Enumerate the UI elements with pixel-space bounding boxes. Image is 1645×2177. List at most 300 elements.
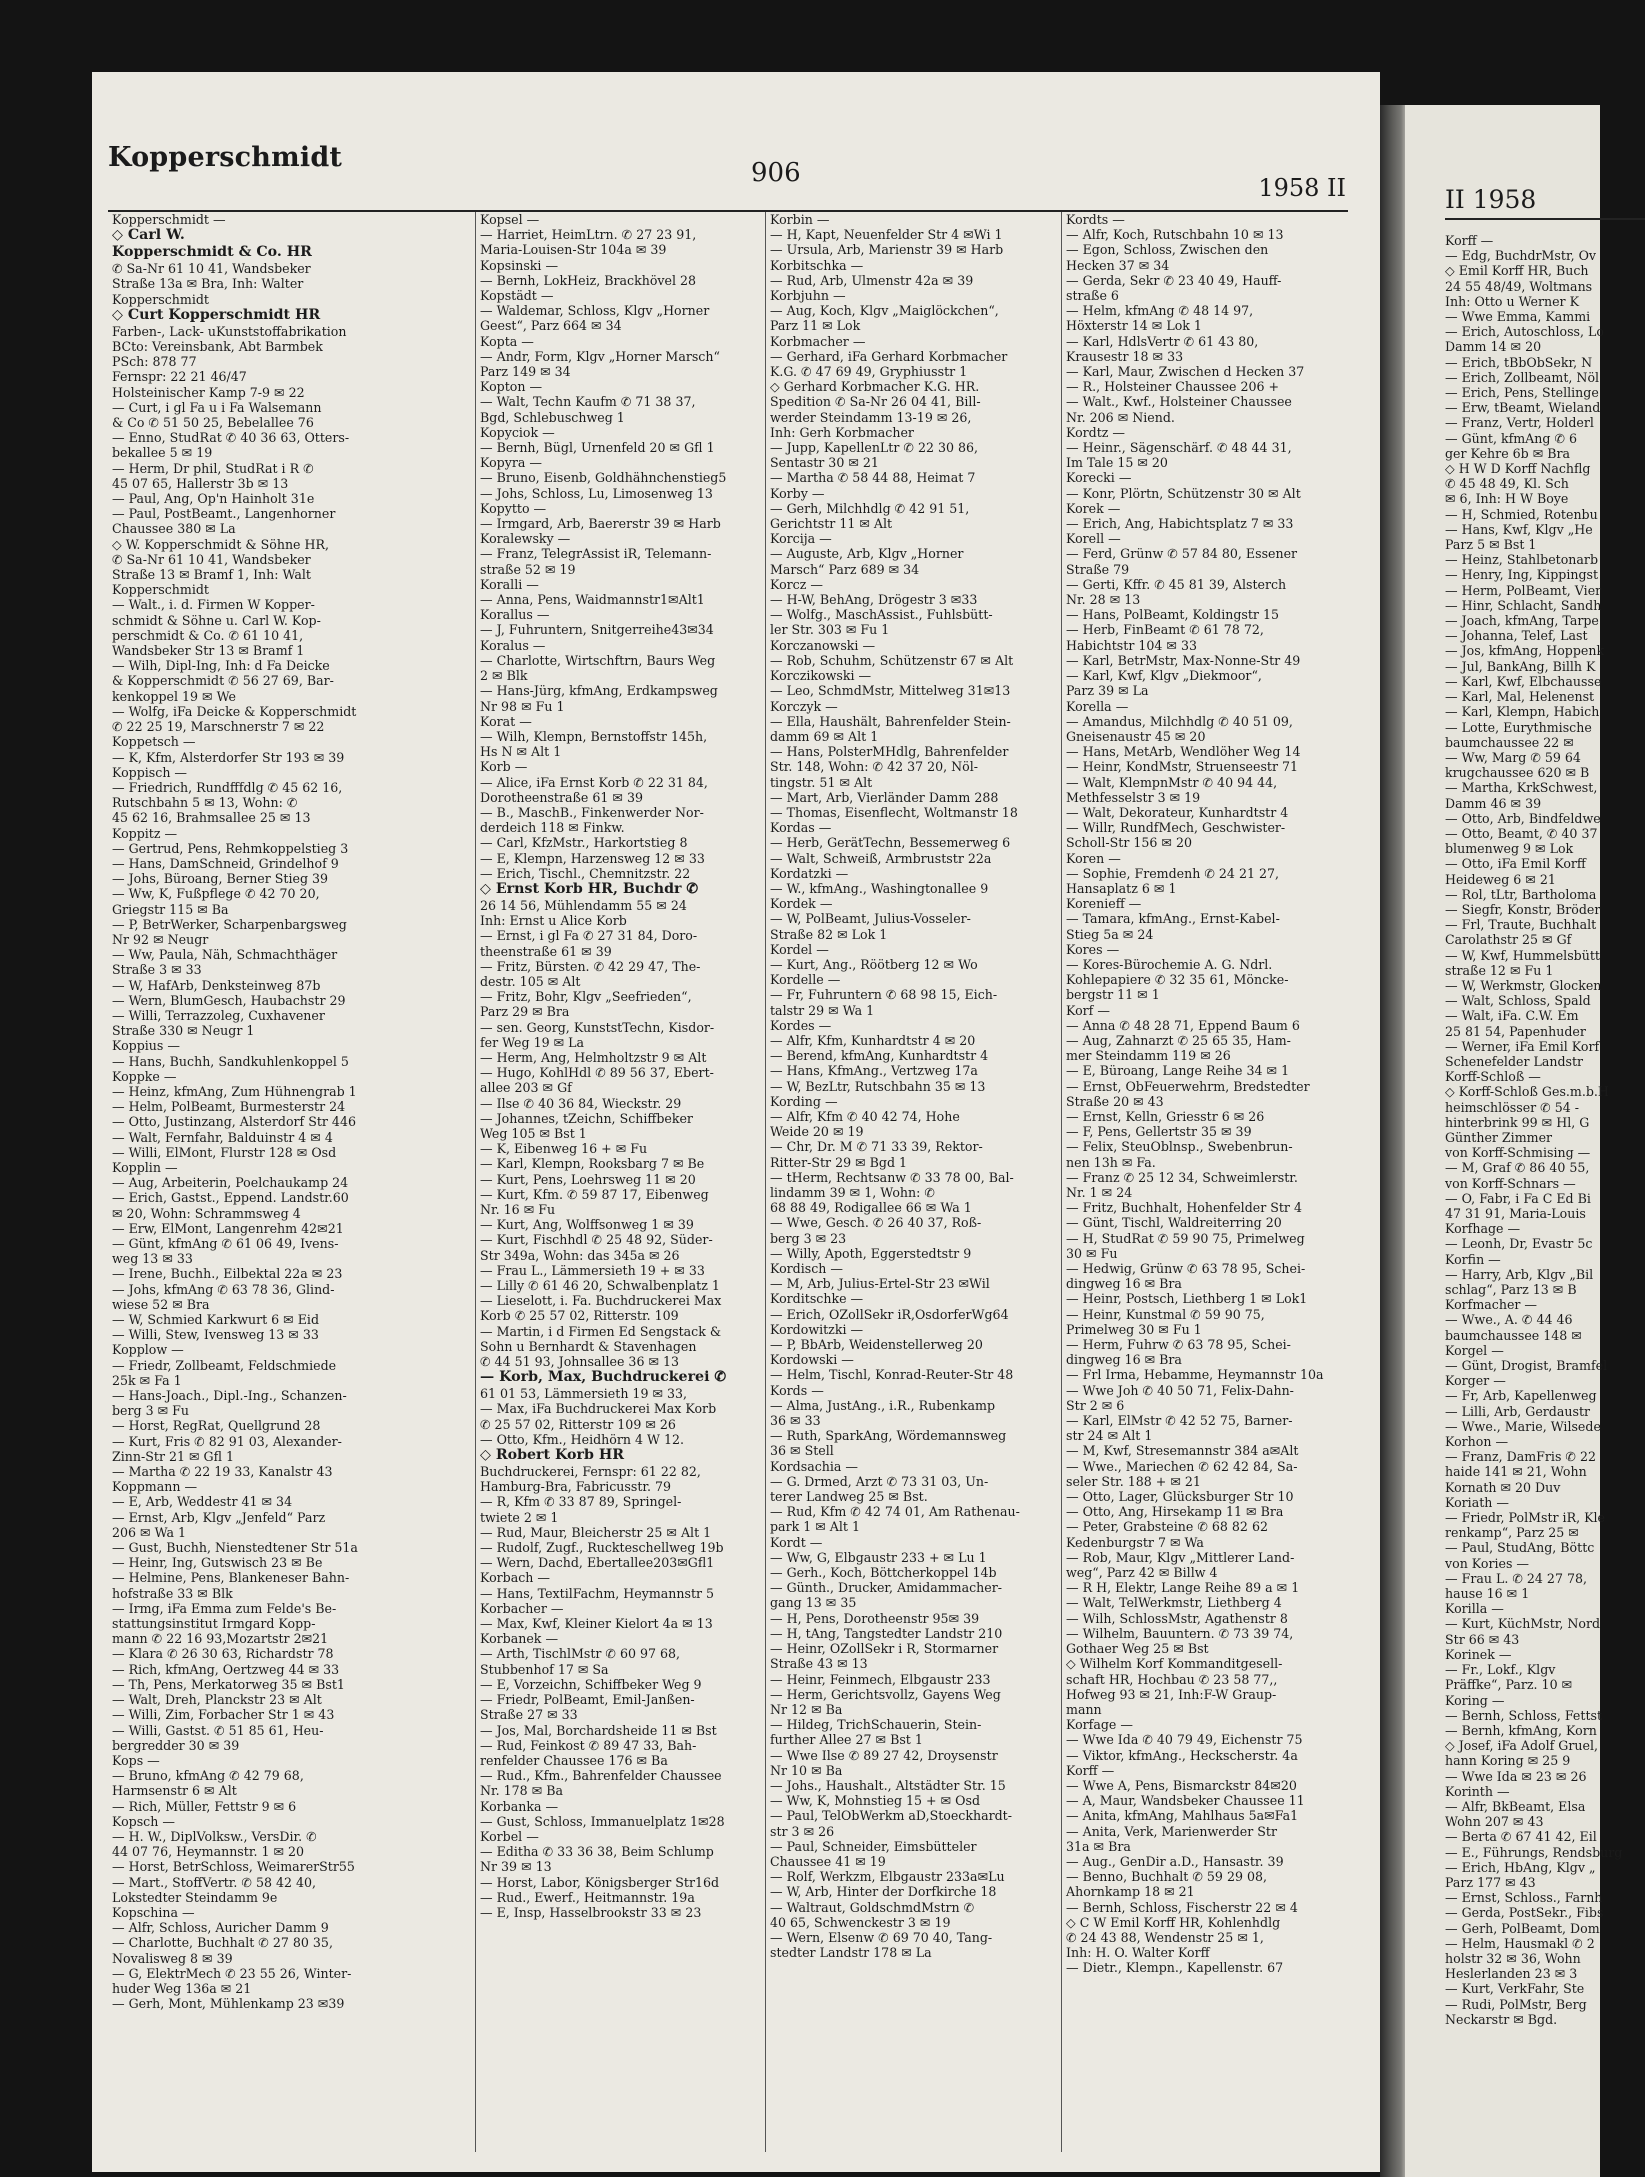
facing-page-line: — Ww, Marg ✆ 59 64 [1445,749,1581,765]
directory-entry-line: — Rich, kfmAng, Oertzweg 44 ✉ 33 [112,1661,340,1677]
directory-entry-line: — Günt, kfmAng ✆ 61 06 49, Ivens- [112,1236,339,1251]
facing-page-line: straße 12 ✉ Fu 1 [1445,962,1554,978]
directory-entry-line: — Gerti, Kffr. ✆ 45 81 39, Alsterch [1066,576,1287,592]
directory-entry-line: — Bernh, Schloss, Fischerstr 22 ✉ 4 [1066,1899,1298,1915]
facing-page-line: baumchaussee 22 ✉ [1445,734,1574,750]
directory-entry-line: Koppmann — [112,1479,198,1495]
facing-page-line: Damm 14 ✉ 20 [1445,339,1542,355]
directory-entry-line: K.G. ✆ 47 69 49, Gryphiusstr 1 [770,364,968,380]
directory-entry-line: — Dietr., Klempn., Kapellenstr. 67 [1066,1960,1284,1976]
directory-entry-line: Scholl-Str 156 ✉ 20 [1066,835,1193,851]
directory-entry-line: Holsteinischer Kamp 7-9 ✉ 22 [112,384,305,400]
directory-entry-line: — Irene, Buchh., Eilbektal 22a ✉ 23 [112,1266,343,1282]
directory-entry-line: Koralus — [480,637,546,653]
facing-page-line: — Ernst, Schloss., Farnh [1445,1890,1603,1906]
directory-entry-line: — Günt, Tischl, Waldreiterring 20 [1066,1215,1282,1231]
directory-entry-line: Novalisweg 8 ✉ 39 [112,1950,233,1966]
running-head: Kopperschmidt [108,142,343,173]
directory-entry-line: — Heinr, OZollSekr i R, Stormarner [770,1641,999,1657]
directory-entry-line: Korbjuhn — [770,288,846,304]
facing-page-line: — Otto, Arb, Bindfeldwe [1445,810,1601,826]
directory-entry-line: — Rolf, Werkzm, Elbgaustr 233a✉Lu [770,1869,1005,1885]
directory-entry-line: — Heinr, Postsch, Liethberg 1 ✉ Lok1 [1066,1291,1308,1307]
directory-entry-line: — P, BetrWerker, Scharpenbargsweg [112,916,347,932]
directory-entry-line: — Johs, Büroang, Berner Stieg 39 [112,871,329,887]
directory-entry-line: — Hedwig, Grünw ✆ 63 78 95, Schei- [1066,1261,1306,1277]
directory-entry-line: — Walt, Fernfahr, Balduinstr 4 ✉ 4 [112,1129,333,1145]
directory-entry-line: Korff — [1066,1762,1115,1778]
directory-entry-line: ◇ C W Emil Korff HR, Kohlenhdlg [1066,1914,1281,1930]
directory-entry-line: — Harriet, HeimLtrn. ✆ 27 23 91, [480,227,697,243]
directory-entry-line: BCto: Vereinsbank, Abt Barmbek [112,339,323,355]
directory-entry-line: Stieg 5a ✉ 24 [1066,926,1154,942]
directory-entry-line: Gneisenaustr 45 ✉ 20 [1066,728,1206,744]
directory-entry-line: — P, BbArb, Weidenstellerweg 20 [770,1337,983,1353]
directory-entry-line: — Hans, KfmAng., Vertzweg 17a [770,1063,978,1079]
directory-entry-line: — Hugo, KohlHdl ✆ 89 56 37, Ebert- [480,1065,714,1081]
directory-entry-line: — Anna ✆ 48 28 71, Eppend Baum 6 [1066,1017,1300,1033]
directory-entry-line: — Arth, TischlMstr ✆ 60 97 68, [480,1646,681,1662]
directory-entry-line: Kordtz — [1066,424,1126,440]
directory-entry-line: Korf — [1066,1002,1110,1018]
directory-entry-line: — H, Pens, Dorotheenstr 95✉ 39 [770,1610,980,1626]
directory-entry-line: — R H, Elektr, Lange Reihe 89 a ✉ 1 [1066,1580,1300,1596]
directory-entry-line: — Wwe Ida ✆ 40 79 49, Eichenstr 75 [1066,1732,1303,1748]
directory-entry-line: Korb — [480,759,528,775]
directory-entry-line: — Walt, Dreh, Planckstr 23 ✉ Alt [112,1692,322,1708]
directory-entry-line: — sen. Georg, KunststTechn, Kisdor- [480,1019,715,1035]
directory-entry-line: Korella — [1066,698,1129,714]
directory-entry-line: — K, Kfm, Alsterdorfer Str 193 ✉ 39 [112,749,345,765]
facing-page-line: — Rol, tLtr, Bartholoma [1445,886,1597,902]
directory-entry-line: — Heinr, Ing, Gutswisch 23 ✉ Be [112,1555,323,1571]
directory-entry-line: — Gerhard, iFa Gerhard Korbmacher [770,348,1008,364]
facing-page-column [1445,233,1623,2027]
facing-page-line: — Erich, Autoschloss, Lo [1445,324,1604,340]
directory-entry-line: weg 13 ✉ 33 [112,1251,193,1267]
facing-page-line: von Kories — [1445,1555,1530,1571]
directory-entry-line: — Curt, i gl Fa u i Fa Walsemann [112,399,322,415]
directory-entry-line: — Kurt, Kfm. ✆ 59 87 17, Eibenweg [480,1186,709,1202]
directory-entry-line: Kopplow — [112,1342,184,1358]
facing-page-line: — O, Fabr, i Fa C Ed Bi [1445,1190,1591,1206]
directory-entry-line: — Erich, Gastst., Eppend. Landstr.60 [112,1190,349,1206]
directory-entry-line: straße 6 [1066,288,1119,304]
directory-entry-line: Im Tale 15 ✉ 20 [1066,455,1168,471]
directory-entry-line: — Wwe., Mariechen ✆ 62 42 84, Sa- [1066,1458,1298,1474]
directory-entry-line: — Gust, Schloss, Immanuelplatz 1✉28 [480,1813,725,1829]
facing-page-line: baumchaussee 148 ✉ [1445,1327,1582,1343]
directory-entry-line: Farben-, Lack- uKunststoffabrikation [112,323,347,339]
facing-page-line: — Jos, kfmAng, Hoppenk [1445,643,1605,659]
facing-page-line: — Franz, DamFris ✆ 22 [1445,1449,1596,1465]
directory-entry-line: berg 3 ✉ 23 [770,1230,847,1246]
directory-entry-line: — W, Schmied Karkwurt 6 ✉ Eid [112,1312,320,1328]
directory-entry-line: — Willr, RundfMech, Geschwister- [1066,820,1286,836]
directory-entry-line: Hs N ✉ Alt 1 [480,744,562,760]
facing-page-line: Korfmacher — [1445,1297,1538,1313]
directory-entry-line: renfelder Chaussee 176 ✉ Ba [480,1752,668,1768]
directory-entry-line: weg“, Parz 42 ✉ Billw 4 [1066,1565,1218,1581]
directory-entry-line: Korbin — [770,212,830,227]
directory-entry-line: ✆ 25 57 02, Ritterstr 109 ✉ 26 [480,1416,676,1432]
facing-page-line: — Günt, kfmAng ✆ 6 [1445,430,1578,446]
facing-page-line: — Erw, tBeamt, Wieland [1445,400,1601,416]
directory-entry-line: 36 ✉ 33 [770,1413,821,1429]
facing-page-line: ◇ Emil Korff HR, Buch [1445,263,1589,279]
facing-page-line: — Fr, Arb, Kapellenweg [1445,1388,1597,1404]
directory-entry-line: Koppius — [112,1038,180,1054]
facing-page-line: Heideweg 6 ✉ 21 [1445,871,1556,887]
facing-page-line: hinterbrink 99 ✉ Hl, G [1445,1114,1590,1130]
directory-entry-line: talstr 29 ✉ Wa 1 [770,1002,875,1018]
directory-entry-line: — Franz, TelegrAssist iR, Telemann- [480,546,712,562]
directory-entry-line: Kores — [1066,941,1120,957]
directory-entry-line: Korcz — [770,576,823,592]
directory-entry-line: — Bruno, kfmAng ✆ 42 79 68, [112,1768,304,1784]
directory-entry-line: — Alfr, Kfm ✆ 40 42 74, Hohe [770,1108,960,1124]
directory-entry-line: stedter Landstr 178 ✉ La [770,1945,932,1961]
facing-page-line: Str 66 ✉ 43 [1445,1631,1520,1647]
directory-entry-line: Nr. 28 ✉ 13 [1066,592,1141,608]
directory-entry-line: Kordts — [1066,212,1125,227]
facing-page-line: Korger — [1445,1373,1506,1389]
facing-page-line: — Jul, BankAng, Billh K [1445,658,1596,674]
directory-entry-line: & Kopperschmidt ✆ 56 27 69, Bar- [112,673,334,689]
directory-entry-line: Kords — [770,1382,824,1398]
directory-entry-line: ✆ 22 25 19, Marschnerstr 7 ✉ 22 [112,719,325,735]
directory-entry-line: — H, tAng, Tangstedter Landstr 210 [770,1625,1003,1641]
directory-entry-line: 45 62 16, Brahmsallee 25 ✉ 13 [112,810,311,826]
directory-entry-line: — Erich, Ang, Habichtsplatz 7 ✉ 33 [1066,516,1294,532]
facing-page-line: — Wwe., Marie, Wilsede [1445,1418,1601,1434]
directory-entry-line: — Erich, OZollSekr iR,OsdorferWg64 [770,1306,1009,1322]
directory-entry-line: — Irmg, iFa Emma zum Felde's Be- [112,1600,337,1616]
directory-entry-line: — Fritz, Bohr, Klgv „Seefrieden“, [480,989,692,1005]
directory-entry-line: — Herb, GerätTechn, Bessemerweg 6 [770,835,1011,851]
directory-entry-line: Dorotheenstraße 61 ✉ 39 [480,789,643,805]
directory-entry-line: str 3 ✉ 26 [770,1823,835,1839]
directory-entry-line: str 24 ✉ Alt 1 [1066,1428,1153,1444]
facing-page-header: II 1958 [1445,185,1645,220]
directory-entry-line: — Willy, Apoth, Eggerstedtstr 9 [770,1245,972,1261]
directory-entry-line: Korbanka — [480,1798,559,1814]
facing-page-line: heimschlösser ✆ 54 - [1445,1099,1580,1115]
directory-entry-line: — Wwe Joh ✆ 40 50 71, Felix-Dahn- [1066,1382,1294,1398]
directory-entry-line: Kopperschmidt [112,291,209,307]
facing-page-line: hann Koring ✉ 25 9 [1445,1753,1571,1769]
directory-entry-line: Hofweg 93 ✉ 21, Inh:F-W Graup- [1066,1686,1277,1702]
facing-page-line: — Bernh, kfmAng, Korn [1445,1722,1597,1738]
directory-entry-line: — Aug., GenDir a.D., Hansastr. 39 [1066,1853,1284,1869]
directory-entry-line: bergredder 30 ✉ 39 [112,1737,240,1753]
directory-entry-line: Chaussee 41 ✉ 19 [770,1853,886,1869]
directory-entry-line: — Hans-Jürg, kfmAng, Erdkampsweg [480,683,718,699]
page-number: 906 [751,158,801,188]
directory-entry-line: — Herm, Dr phil, StudRat i R ✆ [112,460,314,476]
directory-entry-line: — Paul, Schneider, Eimsbütteler [770,1838,977,1854]
directory-entry-line: nen 13h ✉ Fa. [1066,1154,1156,1170]
directory-entry-line: Nr. 178 ✉ Ba [480,1783,564,1799]
directory-entry-line: Stubbenhof 17 ✉ Sa [480,1661,609,1677]
directory-entry-line: Kordelle — [770,972,841,988]
directory-entry-line: — A, Maur, Wandsbeker Chaussee 11 [1066,1793,1305,1809]
facing-page-line: holstr 32 ✉ 36, Wohn [1445,1950,1581,1966]
directory-entry-line: Parz 11 ✉ Lok [770,318,861,334]
directory-entry-line: — Walt, Techn Kaufm ✆ 71 38 37, [480,394,696,410]
facing-page-line: Koring — [1445,1692,1505,1708]
directory-entry-line: Nr 92 ✉ Neugr [112,931,209,947]
directory-entry-line: — Rud, Kfm ✆ 42 74 01, Am Rathenau- [770,1504,1020,1520]
facing-page-line: — Hinr, Schlacht, Sandh [1445,597,1602,613]
directory-entry-line: Kopsch — [112,1813,175,1829]
directory-entry-line: ◇ Wilhelm Korf Kommanditgesell- [1066,1656,1283,1672]
directory-entry-line: — Gerh, Milchhdlg ✆ 42 91 51, [770,500,970,516]
directory-entry-line: — W, BezLtr, Rutschbahn 35 ✉ 13 [770,1078,986,1094]
directory-entry-line: mann [1066,1701,1102,1717]
directory-entry-line: park 1 ✉ Alt 1 [770,1519,860,1535]
directory-entry-line: — Paul, Ang, Op'n Hainholt 31e [112,491,315,507]
directory-entry-line: — Kurt, Fris ✆ 82 91 03, Alexander- [112,1433,342,1449]
directory-entry-line: schmidt & Söhne u. Carl W. Kop- [112,612,321,628]
directory-entry-line: — Gertrud, Pens, Rehmkoppelstieg 3 [112,840,349,856]
directory-entry-line: ◇ Gerhard Korbmacher K.G. HR. [770,379,980,395]
directory-entry-line: — Herm, Fuhrw ✆ 63 78 95, Schei- [1066,1337,1291,1353]
directory-entry-line: 45 07 65, Hallerstr 3b ✉ 13 [112,475,289,491]
directory-entry-line: Korell — [1066,531,1121,547]
directory-entry-line: — Ww, Paula, Näh, Schmachthäger [112,947,338,963]
directory-entry-line: Kopytto — [480,500,547,516]
directory-entry-line: — Rudolf, Zugf., Ruckteschellweg 19b [480,1540,724,1556]
directory-entry-line: — Ella, Haushält, Bahrenfelder Stein- [770,713,1011,729]
directory-entry-line: — Gerda, Sekr ✆ 23 40 49, Hauff- [1066,272,1282,288]
directory-entry-line: Primelweg 30 ✉ Fu 1 [1066,1321,1202,1337]
directory-entry-line: — H-W, BehAng, Drögestr 3 ✉33 [770,592,978,608]
facing-page-line: Inh: Otto u Werner K [1445,293,1579,309]
directory-entry-line: Nr 39 ✉ 13 [480,1859,552,1875]
directory-entry-line: — H. W., DiplVolksw., VersDir. ✆ [112,1828,317,1844]
facing-page-line: Korfin — [1445,1251,1501,1267]
directory-entry-line: bekallee 5 ✉ 19 [112,445,213,461]
directory-entry-line: — Lieselott, i. Fa. Buchdruckerei Max [480,1293,722,1309]
directory-entry-line: — Erich, Tischl., Chemnitzstr. 22 [480,865,691,881]
directory-entry-line: — Gust, Buchh, Nienstedtener Str 51a [112,1540,358,1556]
column-2 [475,212,765,2152]
directory-entry-line: Inh: H. O. Walter Korff [1066,1945,1210,1961]
directory-entry-line: — Kurt, Ang, Wolffsonweg 1 ✉ 39 [480,1217,694,1233]
directory-entry-line: further Allee 27 ✉ Bst 1 [770,1732,923,1748]
directory-entry-line: 40 65, Schwenckestr 3 ✉ 19 [770,1914,951,1930]
directory-entry-line: — Frau L., Lämmersieth 19 + ✉ 33 [480,1262,705,1278]
directory-entry-line: — Andr, Form, Klgv „Horner Marsch“ [480,348,720,364]
directory-entry-line: Straße 330 ✉ Neugr 1 [112,1023,255,1039]
directory-entry-line: Kopperschmidt [112,582,209,598]
directory-entry-line: Korcija — [770,531,832,547]
directory-entry-line: — Sophie, Fremdenh ✆ 24 21 27, [1066,865,1279,881]
directory-entry-line: Kopperschmidt — [112,212,226,227]
directory-entry-line: — Amandus, Milchhdlg ✆ 40 51 09, [1066,713,1293,729]
directory-entry-line: — Otto, Lager, Glücksburger Str 10 [1066,1489,1294,1505]
directory-entry-line: kenkoppel 19 ✉ We [112,688,236,704]
facing-page-line: — Martha, KrkSchwest, [1445,780,1598,796]
directory-entry-line: — Herb, FinBeamt ✆ 61 78 72, [1066,622,1264,638]
facing-page-line: — H, Schmied, Rotenbu [1445,506,1598,522]
directory-entry-line: Parz 149 ✉ 34 [480,364,571,380]
facing-page-line: Heslerlanden 23 ✉ 3 [1445,1966,1578,1982]
directory-entry-line: Koppetsch — [112,734,196,750]
directory-entry-line: Kordt — [770,1534,823,1550]
directory-entry-line: — Aug, Zahnarzt ✆ 25 65 35, Ham- [1066,1032,1291,1048]
facing-page-line: ✆ 45 48 49, Kl. Sch [1445,476,1569,492]
directory-entry-line: ◇ Curt Kopperschmidt HR [112,306,321,323]
directory-entry-line: — Horst, Labor, Königsberger Str16d [480,1874,720,1890]
directory-entry-line: — Bernh, Bügl, Urnenfeld 20 ✉ Gfl 1 [480,440,715,456]
directory-entry-line: Kordowski — [770,1352,854,1368]
directory-entry-line: — Johs., Haushalt., Altstädter Str. 15 [770,1777,1006,1793]
directory-entry-line: Kopschina — [112,1904,195,1920]
directory-entry-line: — Fritz, Buchhalt, Hohenfelder Str 4 [1066,1200,1302,1216]
directory-entry-line: — Waltraut, GoldschmdMstrn ✆ [770,1899,975,1915]
directory-entry-line: Korczyk — [770,698,838,714]
facing-page-line: Schenefelder Landstr [1445,1053,1584,1069]
directory-entry-line: mann ✆ 22 16 93,Mozartstr 2✉21 [112,1631,329,1647]
directory-entry-line: ✆ 24 43 88, Wendenstr 25 ✉ 1, [1066,1929,1264,1945]
directory-entry-line: — Wolfg, iFa Deicke & Kopperschmidt [112,703,357,719]
column-3 [765,212,1061,2152]
directory-entry-line: — Bernh, LokHeiz, Brackhövel 28 [480,272,697,288]
facing-page-line: — W, Werkmstr, Glocken [1445,977,1602,993]
directory-entry-line: Korat — [480,713,532,729]
directory-entry-line: Str 2 ✉ 6 [1066,1397,1125,1413]
directory-entry-line: — Fr, Fuhruntern ✆ 68 98 15, Eich- [770,987,998,1003]
directory-entry-line: — Walt, Schweiß, Armbruststr 22a [770,850,992,866]
facing-page-line: — Johanna, Telef, Last [1445,628,1588,644]
directory-entry-line: — Heinr, KondMstr, Struenseestr 71 [1066,759,1299,775]
directory-entry-line: Korfage — [1066,1717,1133,1733]
facing-page-line: — Frau L. ✆ 24 27 78, [1445,1570,1587,1586]
directory-entry-line: — Karl, BetrMstr, Max-Nonne-Str 49 [1066,652,1301,668]
directory-entry-line: — Mart., StoffVertr. ✆ 58 42 40, [112,1874,317,1890]
directory-entry-line: — Hans-Joach., Dipl.-Ing., Schanzen- [112,1388,347,1404]
directory-entry-line: — Waldemar, Schloss, Klgv „Horner [480,303,710,319]
directory-entry-line: 26 14 56, Mühlendamm 55 ✉ 24 [480,897,687,913]
directory-entry-line: damm 69 ✉ Alt 1 [770,728,879,744]
directory-entry-line: — Wwe Ilse ✆ 89 27 42, Droysenstr [770,1747,998,1763]
directory-entry-line: — Aug, Koch, Klgv „Maiglöckchen“, [770,303,999,319]
directory-entry-line: Buchdruckerei, Fernspr: 61 22 82, [480,1464,701,1480]
directory-entry-line: schaft HR, Hochbau ✆ 23 58 77,, [1066,1671,1278,1687]
facing-page-line: — Kurt, KüchMstr, Nord [1445,1616,1601,1632]
directory-entry-line: gang 13 ✉ 35 [770,1595,857,1611]
directory-entry-line: 30 ✉ Fu [1066,1245,1118,1261]
directory-entry-line: — Rob, Schuhm, Schützenstr 67 ✉ Alt [770,652,1014,668]
directory-entry-line: Straße 20 ✉ 43 [1066,1093,1164,1109]
facing-page-line: — Siegfr, Konstr, Bröder [1445,901,1601,917]
facing-page-line: ✉ 6, Inh: H W Boye [1445,491,1569,507]
directory-entry-line: — Martha ✆ 22 19 33, Kanalstr 43 [112,1464,333,1480]
directory-entry-line: — Heinz, kfmAng, Zum Hühnengrab 1 [112,1083,357,1099]
facing-page [1405,105,1623,2177]
directory-entry-line: — Max, iFa Buchdruckerei Max Korb [480,1401,717,1417]
directory-entry-line: Kopton — [480,379,543,395]
directory-entry-line: Nr. 1 ✉ 24 [1066,1185,1133,1200]
directory-entry-line: — Friedr, PolBeamt, Emil-Janßen- [480,1692,695,1708]
directory-entry-line: — W, PolBeamt, Julius-Vosseler- [770,911,971,927]
directory-entry-line: Korb ✆ 25 57 02, Ritterstr. 109 [480,1308,679,1324]
directory-entry-line: — Karl, Kwf, Klgv „Diekmoor“, [1066,668,1262,684]
facing-page-line: — Lotte, Eurythmische [1445,719,1592,735]
directory-entry-line: huder Weg 136a ✉ 21 [112,1980,252,1996]
directory-entry-line: straße 52 ✉ 19 [480,561,576,577]
directory-entry-line: — Walt, TelWerkmstr, Liethberg 4 [1066,1595,1282,1611]
facing-page-line: — E., Führungs, Rendsburg [1445,1844,1623,1860]
directory-entry-line: — Karl, Klempn, Rooksbarg 7 ✉ Be [480,1156,705,1172]
facing-page-line: Präffke“, Parz. 10 ✉ [1445,1677,1573,1693]
directory-entry-line: Kordek — [770,896,833,912]
directory-entry-line: — Johs, Schloss, Lu, Limosenweg 13 [480,485,713,501]
directory-entry-line: — Alfr, Koch, Rutschbahn 10 ✉ 13 [1066,227,1284,243]
facing-page-line: 25 81 54, Papenhuder [1445,1023,1586,1039]
directory-entry-line: — Chr, Dr. M ✆ 71 33 39, Rektor- [770,1139,983,1155]
directory-entry-line: — Irmgard, Arb, Baererstr 39 ✉ Harb [480,516,721,532]
directory-entry-line: Parz 29 ✉ Bra [480,1004,570,1020]
facing-page-line: Neckarstr ✉ Bgd. [1445,2011,1558,2027]
directory-entry-line: twiete 2 ✉ 1 [480,1509,559,1525]
directory-entry-line: Str 349a, Wohn: das 345a ✉ 26 [480,1247,680,1263]
directory-entry-line: — Klara ✆ 26 30 63, Richardstr 78 [112,1646,334,1662]
directory-entry-line: — Rob, Maur, Klgv „Mittlerer Land- [1066,1549,1295,1565]
directory-entry-line: Kopsel — [480,212,540,227]
directory-entry-line: Kohlepapiere ✆ 32 35 61, Möncke- [1066,972,1289,988]
facing-page-line: — Edg, BuchdrMstr, Ov [1445,248,1597,264]
facing-page-line: — Wwe Ida ✉ 23 ✉ 26 [1445,1768,1587,1784]
directory-entry-line: Kopstädt — [480,288,554,304]
directory-entry-line: — Otto, Justinzang, Alsterdorf Str 446 [112,1114,356,1130]
facing-page-line: — Helm, Hausmakl ✆ 2 [1445,1935,1595,1951]
directory-entry-line: — Alfr, Kfm, Kunhardtstr 4 ✉ 20 [770,1032,976,1048]
directory-entry-line: — Editha ✆ 33 36 38, Beim Schlump [480,1844,714,1860]
directory-entry-line: Korenieff — [1066,896,1142,912]
facing-page-line: — Erich, Zollbeamt, Nöl [1445,369,1600,385]
directory-entry-line: Koppisch — [112,764,188,780]
directory-entry-line: — Thomas, Eisenflecht, Woltmanstr 18 [770,804,1018,820]
facing-page-line: renkamp“, Parz 25 ✉ [1445,1525,1579,1541]
directory-entry-line: dingweg 16 ✉ Bra [1066,1352,1182,1368]
directory-entry-line: Korditschke — [770,1291,864,1307]
directory-entry-line: — Hans, MetArb, Wendlöher Weg 14 [1066,744,1301,760]
facing-page-line: krugchaussee 620 ✉ B [1445,765,1590,781]
directory-entry-line: Straße 43 ✉ 13 [770,1656,868,1672]
facing-page-line: — Walt, Schloss, Spald [1445,993,1591,1009]
directory-entry-line: — Rud., Ewerf., Heitmannstr. 19a [480,1889,695,1905]
directory-entry-line: — Johs, kfmAng ✆ 63 78 36, Glind- [112,1281,335,1297]
directory-entry-line: Kopyra — [480,455,542,471]
directory-entry-line: Zinn-Str 21 ✉ Gfl 1 [112,1448,235,1464]
directory-entry-line: — B., MaschB., Finkenwerder Nor- [480,804,704,820]
directory-entry-line: theenstraße 61 ✉ 39 [480,943,612,959]
directory-entry-line: — Wern, Elsenw ✆ 69 70 40, Tang- [770,1929,993,1945]
directory-entry-line: — Alice, iFa Ernst Korb ✆ 22 31 84, [480,774,708,790]
directory-entry-line: tingstr. 51 ✉ Alt [770,774,873,790]
directory-entry-line: — Ilse ✆ 40 36 84, Wieckstr. 29 [480,1095,682,1111]
directory-entry-line: Maria-Louisen-Str 104a ✉ 39 [480,242,667,258]
directory-entry-line: — Friedrich, Rundfffdlg ✆ 45 62 16, [112,779,343,795]
directory-entry-line: — Charlotte, Buchhalt ✆ 27 80 35, [112,1935,333,1951]
directory-entry-line: derdeich 118 ✉ Finkw. [480,820,625,836]
facing-page-line: Korhon — [1445,1434,1509,1450]
directory-entry-line: Hecken 37 ✉ 34 [1066,257,1170,273]
directory-entry-line: — E, Vorzeichn, Schiffbeker Weg 9 [480,1676,702,1692]
